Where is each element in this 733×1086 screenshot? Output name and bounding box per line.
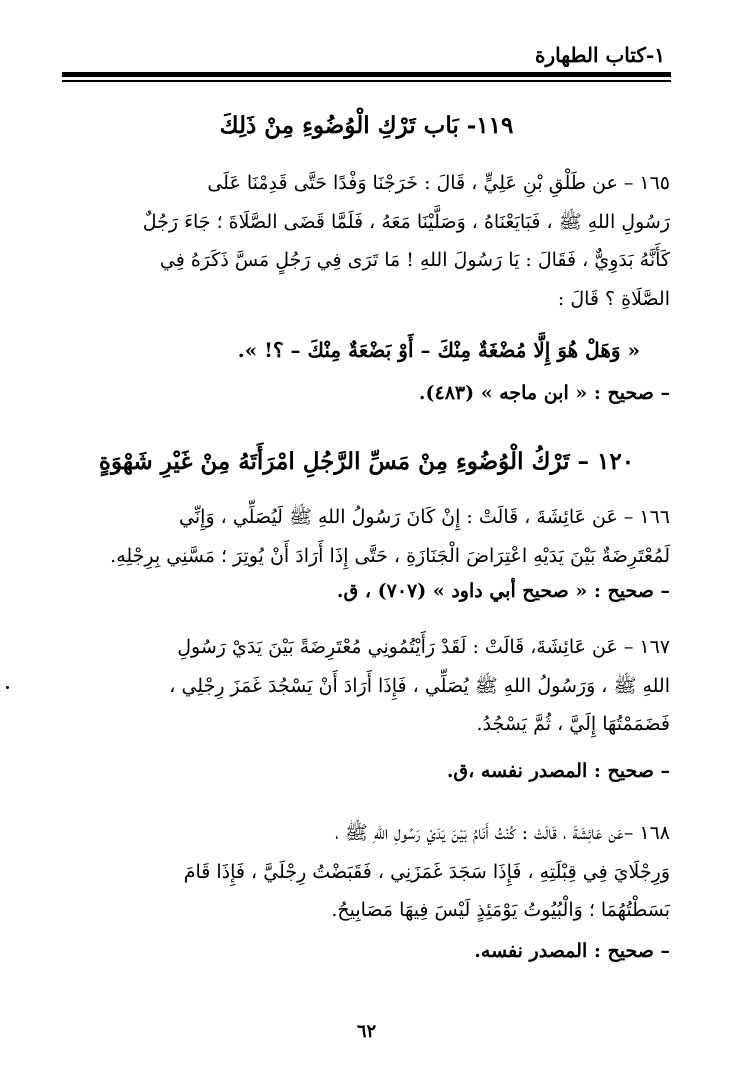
hadith-line: لَمُعْتَرِضَةٌ بَيْنَ يَدَيْهِ اعْتِرَاضَ الْجَنَازَةِ ، حَتَّى إِذَا أَرَادَ أَنْ يُوتِرَ ؛ مَسَّنِي بِرِجْلِهِ. — [110, 544, 670, 567]
scan-mark — [6, 686, 9, 689]
hadith-line: ١٦٥ – عن طَلْقِ بْنِ عَلِيٍّ ، قَالَ : خَرَجْنَا وَفْدًا حَتَّى قَدِمْنَا عَلَى — [207, 172, 670, 194]
page-number: ٦٢ — [356, 1021, 377, 1042]
header-rule-thick — [62, 72, 671, 77]
hadith-line: فَضَمَمْتُهَا إِلَيَّ ، ثُمَّ يَسْجُدُ. — [476, 713, 670, 735]
hadith-line: وَرِجْلَايَ فِي قِبْلَتِهِ ، فَإِذَا سَجَدَ غَمَزَنِي ، فَقَبَضْتُ رِجْلَيَّ ، فَإِذَا قَامَ — [183, 860, 670, 883]
hadith-line: ١٦٦ – عَن عَائِشَةَ ، قَالَتْ : إِنْ كَانَ رَسُولُ اللهِ ﷺ لَيُصَلِّي ، وَإِنِّي — [179, 506, 670, 528]
hadith-line: ١٦٨ –عَن عَائِشَةَ ، قَالَتْ : كُنْتُ أَنَامُ بَيْنَ يَدَيْ رَسُولِ اللهِ ﷺ ، — [335, 822, 670, 844]
hadith-grade: – صحيح : المصدر نفسه. — [474, 940, 670, 962]
hadith-line: ١٦٧ – عَن عَائِشَةَ، قَالَتْ : لَقَدْ رَأَيْتُمُونِي مُعْتَرِضَةً بَيْنَ يَدَيْ رَسُولِ — [177, 636, 670, 658]
hadith-168 — [63, 814, 670, 930]
hadith-line: رَسُولِ اللهِ ﷺ ، فَبَايَعْنَاهُ ، وَصَلَّيْنَا مَعَهُ ، فَلَمَّا قَضَى الصَّلَاةَ ؛ جَاءَ رَجُلٌ — [142, 210, 670, 233]
hadith-line: بَسَطْتُهُمَا ؛ وَالْبُيُوتُ يَوْمَئِذٍ لَيْسَ فِيهَا مَصَابِيحُ. — [331, 899, 670, 921]
hadith-167 — [63, 628, 670, 744]
hadith-quote: « وَهَلْ هُوَ إِلَّا مُضْغَةٌ مِنْكَ – أَوْ بَضْعَةٌ مِنْكَ – ؟! ». — [237, 338, 640, 362]
hadith-grade: – صحيح : المصدر نفسه ،ق. — [446, 760, 670, 782]
hadith-line: كَأَنَّهُ بَدَوِيٌّ ، فَقَالَ : يَا رَسُولَ اللهِ ! مَا تَرَى فِي رَجُلٍ مَسَّ ذَكَرَهُ فِي — [159, 249, 670, 271]
hadith-165 — [63, 164, 670, 318]
hadith-166 — [63, 498, 670, 575]
chapter-heading-120: ١٢٠ – تَرْكُ الْوُضُوءِ مِنْ مَسِّ الرَّجُلِ امْرَأَتَهُ مِنْ غَيْرِ شَهْوَةٍ — [98, 448, 635, 475]
hadith-line: اللهِ ﷺ ، وَرَسُولُ اللهِ ﷺ يُصَلِّي ، فَإِذَا أَرَادَ أَنْ يَسْجُدَ غَمَزَ رِجْلِي ، — [169, 674, 670, 697]
hadith-grade: – صحيح : « ابن ماجه » (٤٨٣). — [418, 382, 670, 404]
hadith-grade: – صحيح : « صحيح أبي داود » (٧٠٧) ، ق. — [336, 580, 670, 602]
running-header-title: ١-كتاب الطهارة — [535, 43, 665, 67]
hadith-line: الصَّلَاةِ ؟ قَالَ : — [557, 287, 670, 310]
header-rule-thin — [62, 80, 671, 82]
chapter-heading-119: ١١٩- بَاب تَرْكِ الْوُضُوءِ مِنْ ذَلِكَ — [219, 112, 514, 139]
